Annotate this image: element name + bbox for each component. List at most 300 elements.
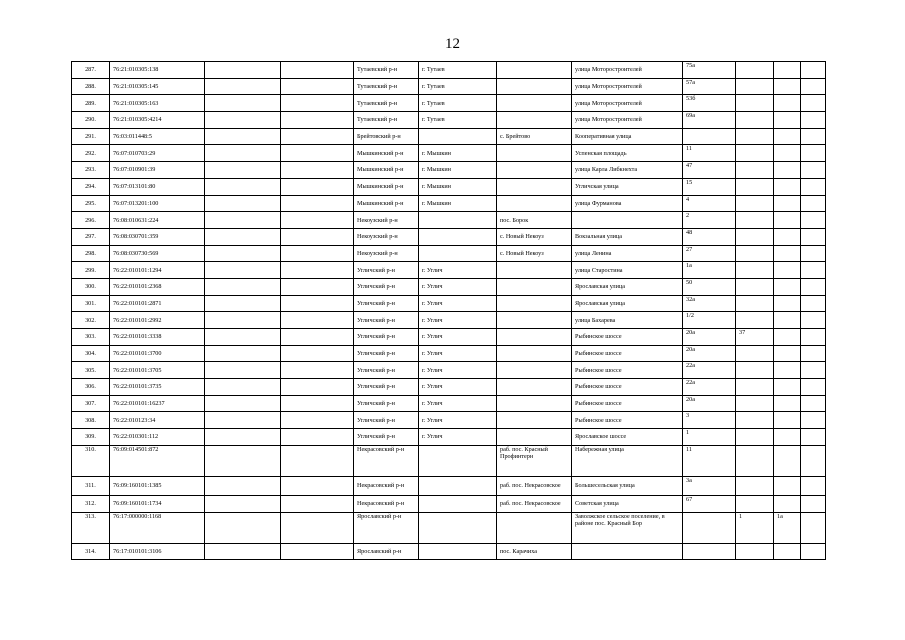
building-cell — [736, 228, 774, 245]
house-number-cell: 32а — [683, 295, 736, 312]
city-cell: г. Мышкин — [419, 162, 497, 179]
table-row — [72, 445, 826, 476]
street-cell: Ярославская улица — [572, 295, 683, 312]
page-number: 12 — [445, 36, 460, 52]
extra-cell-11 — [774, 78, 801, 95]
building-cell — [736, 95, 774, 112]
row-number-cell: 292. — [72, 145, 110, 162]
district-cell: Некрасовский р-н — [354, 495, 419, 512]
house-number-cell: 47 — [683, 162, 736, 179]
cadastral-number-cell: 76:22:010101:3735 — [110, 379, 205, 396]
row-number-cell: 291. — [72, 128, 110, 145]
street-cell: улица Бахарева — [572, 312, 683, 329]
settlement-cell — [497, 512, 572, 543]
settlement-cell: пос. Карачиха — [497, 543, 572, 560]
row-number-cell: 301. — [72, 295, 110, 312]
street-cell: Советская улица — [572, 495, 683, 512]
empty-cell-3 — [205, 512, 281, 543]
settlement-cell — [497, 345, 572, 362]
building-cell — [736, 178, 774, 195]
table-row — [72, 543, 826, 560]
extra-cell-11 — [774, 278, 801, 295]
extra-cell-12 — [801, 379, 826, 396]
extra-cell-12 — [801, 212, 826, 229]
table-row — [72, 295, 826, 312]
row-number-cell: 290. — [72, 112, 110, 129]
building-cell — [736, 543, 774, 560]
table-row — [72, 379, 826, 396]
city-cell: г. Мышкин — [419, 145, 497, 162]
house-number-cell: 2 — [683, 212, 736, 229]
cadastral-number-cell: 76:07:013101:80 — [110, 178, 205, 195]
settlement-cell: раб. пос. Некрасовское — [497, 495, 572, 512]
table-row — [72, 329, 826, 346]
district-cell: Тутаевский р-н — [354, 78, 419, 95]
empty-cell-4 — [281, 112, 354, 129]
building-cell — [736, 445, 774, 476]
house-number-cell: 15 — [683, 178, 736, 195]
table-row — [72, 345, 826, 362]
table-row — [72, 362, 826, 379]
empty-cell-4 — [281, 429, 354, 446]
settlement-cell — [497, 162, 572, 179]
settlement-cell: раб. пос. Некрасовское — [497, 476, 572, 495]
cadastral-number-cell: 76:22:010101:2992 — [110, 312, 205, 329]
city-cell — [419, 245, 497, 262]
extra-cell-12 — [801, 128, 826, 145]
empty-cell-3 — [205, 429, 281, 446]
city-cell: г. Углич — [419, 295, 497, 312]
cadastral-number-cell: 76:22:010101:3338 — [110, 329, 205, 346]
empty-cell-4 — [281, 245, 354, 262]
empty-cell-3 — [205, 78, 281, 95]
extra-cell-12 — [801, 162, 826, 179]
extra-cell-12 — [801, 362, 826, 379]
city-cell — [419, 128, 497, 145]
empty-cell-3 — [205, 495, 281, 512]
extra-cell-12 — [801, 395, 826, 412]
cadastral-number-cell: 76:09:160101:1734 — [110, 495, 205, 512]
city-cell: г. Углич — [419, 412, 497, 429]
table-row — [72, 495, 826, 512]
empty-cell-4 — [281, 445, 354, 476]
city-cell: г. Углич — [419, 395, 497, 412]
empty-cell-4 — [281, 228, 354, 245]
table-row — [72, 512, 826, 543]
district-cell: Некоузский р-н — [354, 212, 419, 229]
extra-cell-11 — [774, 476, 801, 495]
settlement-cell — [497, 62, 572, 79]
settlement-cell — [497, 112, 572, 129]
empty-cell-4 — [281, 412, 354, 429]
city-cell — [419, 476, 497, 495]
cadastral-number-cell: 76:07:010703:29 — [110, 145, 205, 162]
row-number-cell: 303. — [72, 329, 110, 346]
building-cell — [736, 345, 774, 362]
row-number-cell: 300. — [72, 278, 110, 295]
table-row — [72, 245, 826, 262]
street-cell: Рыбинское шоссе — [572, 412, 683, 429]
table-row — [72, 412, 826, 429]
row-number-cell: 294. — [72, 178, 110, 195]
empty-cell-3 — [205, 329, 281, 346]
district-cell: Угличский р-н — [354, 379, 419, 396]
row-number-cell: 296. — [72, 212, 110, 229]
street-cell: улица Моторостроителей — [572, 62, 683, 79]
extra-cell-12 — [801, 495, 826, 512]
street-cell: Ярославская улица — [572, 278, 683, 295]
district-cell: Угличский р-н — [354, 329, 419, 346]
house-number-cell: 4 — [683, 195, 736, 212]
row-number-cell: 313. — [72, 512, 110, 543]
settlement-cell — [497, 278, 572, 295]
empty-cell-3 — [205, 145, 281, 162]
house-number-cell: 20а — [683, 395, 736, 412]
cadastral-number-cell: 76:08:030730:569 — [110, 245, 205, 262]
house-number-cell: 3а — [683, 476, 736, 495]
street-cell: Вокзальная улица — [572, 228, 683, 245]
empty-cell-3 — [205, 262, 281, 279]
house-number-cell: 22а — [683, 379, 736, 396]
building-cell — [736, 112, 774, 129]
building-cell: 1 — [736, 512, 774, 543]
empty-cell-4 — [281, 78, 354, 95]
extra-cell-11 — [774, 395, 801, 412]
city-cell: г. Углич — [419, 329, 497, 346]
city-cell: г. Мышкин — [419, 178, 497, 195]
building-cell — [736, 78, 774, 95]
building-cell — [736, 429, 774, 446]
extra-cell-12 — [801, 476, 826, 495]
district-cell: Мышкинский р-н — [354, 145, 419, 162]
settlement-cell — [497, 312, 572, 329]
empty-cell-4 — [281, 212, 354, 229]
empty-cell-3 — [205, 445, 281, 476]
empty-cell-4 — [281, 379, 354, 396]
table-row — [72, 95, 826, 112]
house-number-cell: 48 — [683, 228, 736, 245]
cadastral-number-cell: 76:03:011448:5 — [110, 128, 205, 145]
table-row — [72, 262, 826, 279]
extra-cell-12 — [801, 228, 826, 245]
empty-cell-4 — [281, 295, 354, 312]
extra-cell-12 — [801, 512, 826, 543]
extra-cell-12 — [801, 278, 826, 295]
empty-cell-3 — [205, 178, 281, 195]
city-cell: г. Тутаев — [419, 78, 497, 95]
building-cell — [736, 476, 774, 495]
building-cell: 37 — [736, 329, 774, 346]
extra-cell-12 — [801, 543, 826, 560]
empty-cell-3 — [205, 162, 281, 179]
district-cell: Угличский р-н — [354, 362, 419, 379]
settlement-cell — [497, 379, 572, 396]
building-cell — [736, 362, 774, 379]
empty-cell-4 — [281, 329, 354, 346]
row-number-cell: 293. — [72, 162, 110, 179]
settlement-cell — [497, 178, 572, 195]
city-cell: г. Тутаев — [419, 112, 497, 129]
cadastral-number-cell: 76:08:030701:359 — [110, 228, 205, 245]
empty-cell-3 — [205, 362, 281, 379]
house-number-cell: 11 — [683, 445, 736, 476]
table-row — [72, 162, 826, 179]
street-cell: Рыбинское шоссе — [572, 345, 683, 362]
empty-cell-4 — [281, 476, 354, 495]
empty-cell-3 — [205, 379, 281, 396]
house-number-cell: 75а — [683, 62, 736, 79]
settlement-cell — [497, 395, 572, 412]
street-cell: Рыбинское шоссе — [572, 362, 683, 379]
house-number-cell: 50 — [683, 278, 736, 295]
row-number-cell: 312. — [72, 495, 110, 512]
building-cell — [736, 295, 774, 312]
district-cell: Угличский р-н — [354, 278, 419, 295]
row-number-cell: 289. — [72, 95, 110, 112]
house-number-cell: 27 — [683, 245, 736, 262]
district-cell: Тутаевский р-н — [354, 62, 419, 79]
cadastral-number-cell: 76:22:010101:2368 — [110, 278, 205, 295]
district-cell: Тутаевский р-н — [354, 95, 419, 112]
extra-cell-12 — [801, 245, 826, 262]
district-cell: Некоузский р-н — [354, 228, 419, 245]
extra-cell-11 — [774, 112, 801, 129]
empty-cell-4 — [281, 195, 354, 212]
extra-cell-11 — [774, 543, 801, 560]
street-cell — [572, 543, 683, 560]
table-row — [72, 395, 826, 412]
district-cell: Некрасовский р-н — [354, 445, 419, 476]
building-cell — [736, 62, 774, 79]
cadastral-number-cell: 76:17:010101:3106 — [110, 543, 205, 560]
city-cell — [419, 512, 497, 543]
extra-cell-11 — [774, 212, 801, 229]
extra-cell-11 — [774, 345, 801, 362]
settlement-cell — [497, 412, 572, 429]
extra-cell-11 — [774, 295, 801, 312]
street-cell: улица Старостина — [572, 262, 683, 279]
table-row — [72, 128, 826, 145]
city-cell — [419, 445, 497, 476]
table-row — [72, 476, 826, 495]
extra-cell-11 — [774, 95, 801, 112]
street-cell: Большесельская улица — [572, 476, 683, 495]
empty-cell-3 — [205, 543, 281, 560]
district-cell: Угличский р-н — [354, 412, 419, 429]
city-cell: г. Углич — [419, 429, 497, 446]
empty-cell-4 — [281, 278, 354, 295]
cadastral-number-cell: 76:22:010301:112 — [110, 429, 205, 446]
district-cell: Угличский р-н — [354, 345, 419, 362]
extra-cell-12 — [801, 312, 826, 329]
extra-cell-11 — [774, 412, 801, 429]
empty-cell-3 — [205, 212, 281, 229]
district-cell: Ярославский р-н — [354, 543, 419, 560]
empty-cell-3 — [205, 62, 281, 79]
row-number-cell: 288. — [72, 78, 110, 95]
city-cell — [419, 543, 497, 560]
cadastral-number-cell: 76:22:010101:16237 — [110, 395, 205, 412]
extra-cell-11 — [774, 362, 801, 379]
settlement-cell — [497, 95, 572, 112]
settlement-cell — [497, 145, 572, 162]
table-row — [72, 112, 826, 129]
street-cell: улица Моторостроителей — [572, 112, 683, 129]
street-cell: улица Карла Либкнехта — [572, 162, 683, 179]
extra-cell-11: 1а — [774, 512, 801, 543]
cadastral-number-cell: 76:22:010101:2871 — [110, 295, 205, 312]
building-cell — [736, 128, 774, 145]
extra-cell-12 — [801, 95, 826, 112]
street-cell — [572, 212, 683, 229]
extra-cell-12 — [801, 445, 826, 476]
empty-cell-4 — [281, 362, 354, 379]
table-row — [72, 429, 826, 446]
extra-cell-12 — [801, 178, 826, 195]
row-number-cell: 305. — [72, 362, 110, 379]
empty-cell-3 — [205, 128, 281, 145]
extra-cell-11 — [774, 312, 801, 329]
empty-cell-4 — [281, 395, 354, 412]
district-cell: Тутаевский р-н — [354, 112, 419, 129]
building-cell — [736, 195, 774, 212]
house-number-cell: 53б — [683, 95, 736, 112]
extra-cell-11 — [774, 162, 801, 179]
house-number-cell: 1 — [683, 429, 736, 446]
empty-cell-3 — [205, 228, 281, 245]
city-cell: г. Мышкин — [419, 195, 497, 212]
row-number-cell: 287. — [72, 62, 110, 79]
empty-cell-4 — [281, 145, 354, 162]
extra-cell-12 — [801, 345, 826, 362]
cadastral-number-cell: 76:22:010101:3705 — [110, 362, 205, 379]
extra-cell-12 — [801, 112, 826, 129]
cadastral-number-cell: 76:17:000000:1168 — [110, 512, 205, 543]
row-number-cell: 297. — [72, 228, 110, 245]
empty-cell-3 — [205, 345, 281, 362]
city-cell — [419, 495, 497, 512]
building-cell — [736, 379, 774, 396]
building-cell — [736, 262, 774, 279]
street-cell: Рыбинское шоссе — [572, 379, 683, 396]
cadastral-number-cell: 76:21:010305:145 — [110, 78, 205, 95]
row-number-cell: 306. — [72, 379, 110, 396]
empty-cell-4 — [281, 162, 354, 179]
row-number-cell: 311. — [72, 476, 110, 495]
city-cell: г. Углич — [419, 312, 497, 329]
house-number-cell: 67 — [683, 495, 736, 512]
building-cell — [736, 412, 774, 429]
cadastral-number-cell: 76:22:010101:3700 — [110, 345, 205, 362]
city-cell: г. Углич — [419, 345, 497, 362]
city-cell — [419, 228, 497, 245]
district-cell: Некоузский р-н — [354, 245, 419, 262]
table-row — [72, 278, 826, 295]
district-cell: Мышкинский р-н — [354, 178, 419, 195]
extra-cell-11 — [774, 128, 801, 145]
row-number-cell: 304. — [72, 345, 110, 362]
building-cell — [736, 162, 774, 179]
house-number-cell: 57а — [683, 78, 736, 95]
settlement-cell — [497, 78, 572, 95]
street-cell: Рыбинское шоссе — [572, 329, 683, 346]
empty-cell-3 — [205, 195, 281, 212]
cadastral-number-cell: 76:09:014501:872 — [110, 445, 205, 476]
district-cell: Угличский р-н — [354, 395, 419, 412]
extra-cell-12 — [801, 329, 826, 346]
city-cell: г. Тутаев — [419, 62, 497, 79]
city-cell: г. Углич — [419, 379, 497, 396]
extra-cell-12 — [801, 412, 826, 429]
house-number-cell: 20а — [683, 329, 736, 346]
street-cell: улица Фурманова — [572, 195, 683, 212]
building-cell — [736, 495, 774, 512]
extra-cell-12 — [801, 262, 826, 279]
settlement-cell: с. Новый Некоуз — [497, 245, 572, 262]
extra-cell-11 — [774, 228, 801, 245]
table-row — [72, 195, 826, 212]
empty-cell-4 — [281, 495, 354, 512]
table-row — [72, 178, 826, 195]
building-cell — [736, 245, 774, 262]
cadastral-number-cell: 76:22:010123:34 — [110, 412, 205, 429]
street-cell: Успенская площадь — [572, 145, 683, 162]
settlement-cell: с. Брейтово — [497, 128, 572, 145]
row-number-cell: 302. — [72, 312, 110, 329]
row-number-cell: 307. — [72, 395, 110, 412]
city-cell: г. Углич — [419, 278, 497, 295]
house-number-cell: 69а — [683, 112, 736, 129]
street-cell: улица Моторостроителей — [572, 95, 683, 112]
district-cell: Угличский р-н — [354, 262, 419, 279]
empty-cell-3 — [205, 295, 281, 312]
settlement-cell: с. Новый Некоуз — [497, 228, 572, 245]
building-cell — [736, 395, 774, 412]
house-number-cell: 20а — [683, 345, 736, 362]
cadastral-number-cell: 76:22:010101:1294 — [110, 262, 205, 279]
cadastral-number-cell: 76:21:010305:163 — [110, 95, 205, 112]
registry-table — [71, 61, 826, 560]
district-cell: Угличский р-н — [354, 429, 419, 446]
row-number-cell: 308. — [72, 412, 110, 429]
district-cell: Угличский р-н — [354, 312, 419, 329]
street-cell: Угличская улица — [572, 178, 683, 195]
extra-cell-11 — [774, 145, 801, 162]
city-cell: г. Углич — [419, 262, 497, 279]
empty-cell-3 — [205, 95, 281, 112]
extra-cell-11 — [774, 495, 801, 512]
empty-cell-4 — [281, 312, 354, 329]
extra-cell-11 — [774, 429, 801, 446]
extra-cell-11 — [774, 178, 801, 195]
city-cell: г. Тутаев — [419, 95, 497, 112]
extra-cell-11 — [774, 62, 801, 79]
empty-cell-3 — [205, 412, 281, 429]
table-row — [72, 145, 826, 162]
settlement-cell — [497, 429, 572, 446]
settlement-cell — [497, 295, 572, 312]
row-number-cell: 314. — [72, 543, 110, 560]
house-number-cell: 22а — [683, 362, 736, 379]
extra-cell-11 — [774, 329, 801, 346]
extra-cell-12 — [801, 195, 826, 212]
extra-cell-12 — [801, 62, 826, 79]
empty-cell-4 — [281, 512, 354, 543]
empty-cell-4 — [281, 62, 354, 79]
row-number-cell: 298. — [72, 245, 110, 262]
district-cell: Брейтовский р-н — [354, 128, 419, 145]
table-row — [72, 312, 826, 329]
